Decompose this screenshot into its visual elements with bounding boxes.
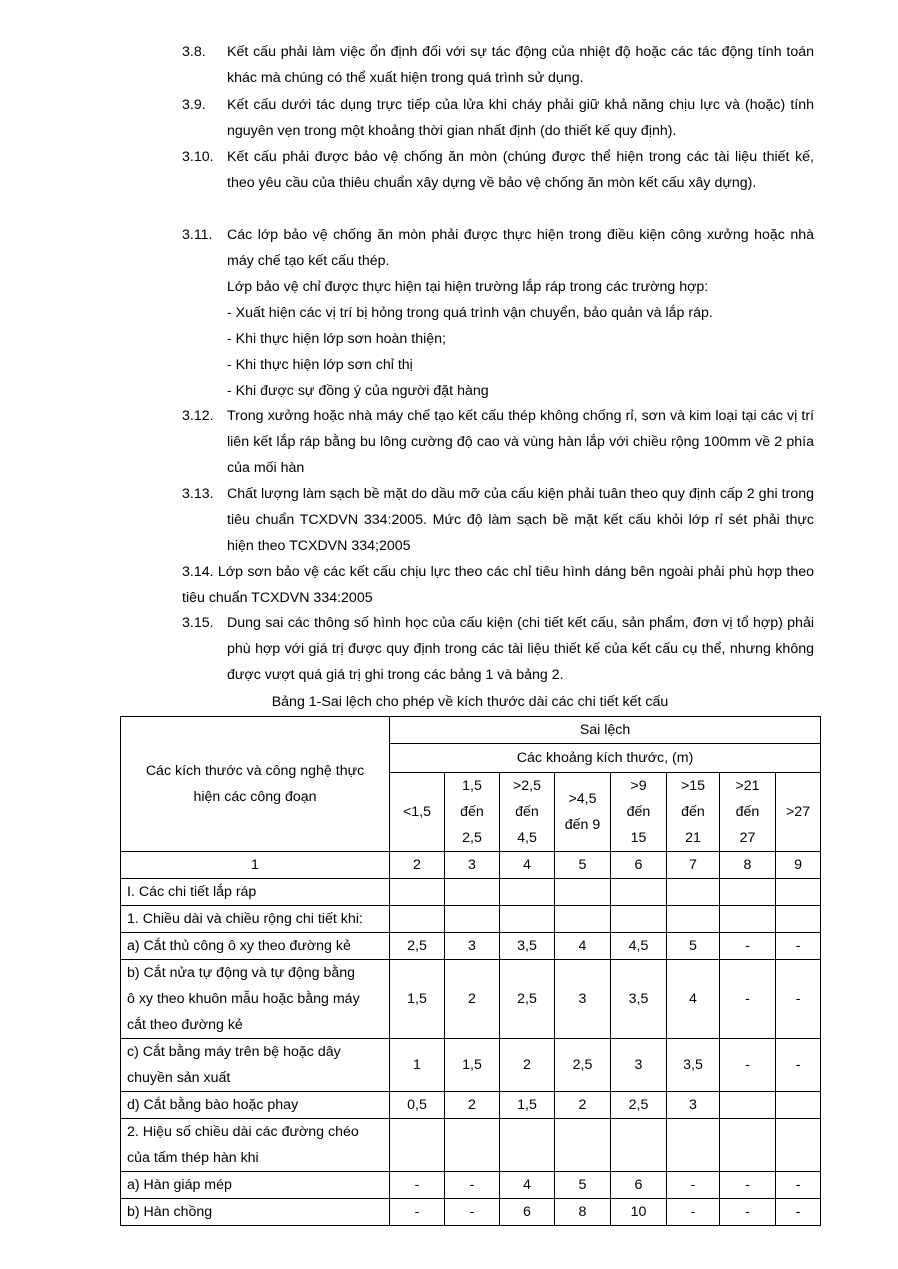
section-paragraph <box>182 559 814 611</box>
header-dimension-label: Các kích thước và công nghệ thực hiện các công đoạn <box>121 717 390 852</box>
table-caption: Bảng 1-Sai lệch cho phép về kích thước dài các chi tiết kết cấu <box>271 694 669 710</box>
header-size-ranges: Các khoảng kích thước, (m) <box>390 744 821 773</box>
section-number: 3.12. <box>182 408 214 424</box>
section-number: 3.8. <box>182 44 206 60</box>
table-cell: 2 <box>500 1039 555 1092</box>
table-cell: - <box>720 1172 776 1199</box>
section-number: 3.13. <box>182 486 214 502</box>
table-cell: - <box>776 933 821 960</box>
table-cell: 4 <box>667 960 720 1039</box>
column-number: 9 <box>776 852 821 879</box>
table-cell <box>667 1119 720 1172</box>
table-cell <box>445 1119 500 1172</box>
section-body <box>227 610 814 688</box>
table-cell: 5 <box>555 1172 611 1199</box>
column-number: 2 <box>390 852 445 879</box>
column-number: 7 <box>667 852 720 879</box>
section-number: 3.15. <box>182 615 214 631</box>
table-cell <box>776 1119 821 1172</box>
table-cell: - <box>667 1172 720 1199</box>
table-cell: 3 <box>445 933 500 960</box>
range-header: >15 đến 21 <box>667 773 720 852</box>
table-cell: - <box>390 1172 445 1199</box>
section-3-10 <box>182 144 814 196</box>
table-row <box>121 1172 821 1199</box>
range-header: >27 <box>776 773 821 852</box>
table-cell <box>555 1119 611 1172</box>
table-cell: 6 <box>611 1172 667 1199</box>
table-cell: 1 <box>390 1039 445 1092</box>
table-cell <box>720 879 776 906</box>
table-cell: - <box>776 960 821 1039</box>
section-body <box>182 559 814 611</box>
table-cell <box>500 906 555 933</box>
column-number: 1 <box>121 852 390 879</box>
section-3-9 <box>182 92 814 144</box>
row-label: b) Hàn chồng <box>121 1199 390 1226</box>
range-header: >9 đến 15 <box>611 773 667 852</box>
table-cell <box>667 906 720 933</box>
section-number: 3.10. <box>182 149 214 165</box>
table-cell: - <box>445 1172 500 1199</box>
table-cell <box>500 879 555 906</box>
table-cell: 2,5 <box>500 960 555 1039</box>
table-cell: 3 <box>667 1092 720 1119</box>
column-number: 8 <box>720 852 776 879</box>
table-cell: 3 <box>611 1039 667 1092</box>
deviation-table <box>120 716 821 1226</box>
row-label: a) Hàn giáp mép <box>121 1172 390 1199</box>
table-cell <box>776 906 821 933</box>
table-cell: - <box>776 1172 821 1199</box>
row-label: a) Cắt thủ công ô xy theo đường kẻ <box>121 933 390 960</box>
range-header: >4,5 đến 9 <box>555 773 611 852</box>
header-row <box>121 717 821 744</box>
table-cell: 5 <box>667 933 720 960</box>
table-cell <box>667 879 720 906</box>
range-header: <1,5 <box>390 773 445 852</box>
section-body <box>227 403 814 481</box>
table-row <box>121 879 821 906</box>
table-cell: - <box>720 1199 776 1226</box>
table-cell <box>390 879 445 906</box>
section-number: 3.9. <box>182 97 206 113</box>
section-paragraph: Lớp bảo vệ chỉ được thực hiện tại hiện trường lắp ráp trong các trường hợp: <box>227 279 709 295</box>
section-paragraph: - Khi thực hiện lớp sơn chỉ thị <box>227 357 413 373</box>
range-header: 1,5 đến 2,5 <box>445 773 500 852</box>
section-number: 3.11. <box>182 227 213 243</box>
section-body <box>227 222 814 404</box>
table-cell: - <box>720 1039 776 1092</box>
row-label: c) Cắt bằng máy trên bệ hoặc dây chuyền sản xuất <box>121 1039 390 1092</box>
section-paragraph: Dung sai các thông số hình học của cấu kiện (chi tiết kết cấu, sản phẩm, đơn vị tổ hợp) phải phù hợp với giá trị được quy định trong các tài liệu thiết kế của kết cấu cụ thể, nhưng không được vượt quá giá trị ghi trong các bảng 1 và bảng 2. <box>227 615 814 683</box>
table-cell <box>776 1092 821 1119</box>
table-cell: 1,5 <box>390 960 445 1039</box>
table-cell: - <box>776 1039 821 1092</box>
column-number: 4 <box>500 852 555 879</box>
table-cell: 6 <box>500 1199 555 1226</box>
section-3-13 <box>182 481 814 559</box>
section-body <box>227 481 814 559</box>
table-cell: 2 <box>445 1092 500 1119</box>
section-3-12 <box>182 403 814 481</box>
table-cell: 3 <box>555 960 611 1039</box>
table-row <box>121 1119 821 1172</box>
table-row <box>121 1092 821 1119</box>
table-cell: 2,5 <box>611 1092 667 1119</box>
range-header: >21 đến 27 <box>720 773 776 852</box>
table-cell <box>445 879 500 906</box>
table-cell: 2,5 <box>555 1039 611 1092</box>
table-cell <box>776 879 821 906</box>
table-cell: 8 <box>555 1199 611 1226</box>
section-3-15 <box>182 610 814 688</box>
table-cell: 4 <box>555 933 611 960</box>
table-cell <box>611 1119 667 1172</box>
column-number: 6 <box>611 852 667 879</box>
table-cell: - <box>776 1199 821 1226</box>
table-row <box>121 1199 821 1226</box>
table-cell: 10 <box>611 1199 667 1226</box>
section-text: Lớp sơn bảo vệ các kết cấu chịu lực theo các chỉ tiêu hình dáng bên ngoài phải phù hợp theo tiêu chuẩn TCXDVN 334:2005 <box>182 564 814 606</box>
section-paragraph: - Khi thực hiện lớp sơn hoàn thiện; <box>227 331 446 347</box>
table-cell: 4 <box>500 1172 555 1199</box>
table-cell <box>390 1119 445 1172</box>
section-3-14 <box>182 559 814 611</box>
section-3-8 <box>182 39 814 91</box>
table-cell: 3,5 <box>667 1039 720 1092</box>
section-paragraph: Kết cấu dưới tác dụng trực tiếp của lửa khi cháy phải giữ khả năng chịu lực và (hoặc) tính nguyên vẹn trong một khoảng thời gian nhất định (do thiết kế quy định). <box>227 97 814 139</box>
table-cell: 2 <box>555 1092 611 1119</box>
row-label: b) Cắt nửa tự động và tự động bằng ô xy theo khuôn mẫu hoặc bằng máy cắt theo đường kẻ <box>121 960 390 1039</box>
section-paragraph: Kết cấu phải được bảo vệ chống ăn mòn (chúng được thể hiện trong các tài liệu thiết kế, theo yêu cầu của thiêu chuẩn xây dựng về bảo vệ chống ăn mòn kết cấu xây dựng). <box>227 149 814 191</box>
column-number: 3 <box>445 852 500 879</box>
row-label: I. Các chi tiết lắp ráp <box>121 879 390 906</box>
table-cell <box>611 879 667 906</box>
section-paragraph: Trong xưởng hoặc nhà máy chế tạo kết cấu thép không chống rỉ, sơn và kim loại tại các vị trí liên kết lắp ráp bằng bu lông cường độ cao và vùng hàn lắp với chiều rộng 100mm về 2 phía của mối hàn <box>227 408 814 476</box>
section-paragraph: - Xuất hiện các vị trí bị hỏng trong quá trình vận chuyển, bảo quản và lắp ráp. <box>227 305 713 321</box>
table-row <box>121 933 821 960</box>
table-cell <box>390 906 445 933</box>
table-cell <box>720 1119 776 1172</box>
table-cell: - <box>720 960 776 1039</box>
range-header: >2,5 đến 4,5 <box>500 773 555 852</box>
table-cell: 3,5 <box>611 960 667 1039</box>
column-number-row <box>121 852 821 879</box>
table-cell: - <box>667 1199 720 1226</box>
table-cell <box>555 879 611 906</box>
section-body <box>227 92 814 144</box>
section-paragraph: - Khi được sự đồng ý của người đặt hàng <box>227 383 489 399</box>
table-cell <box>445 906 500 933</box>
table-cell: 0,5 <box>390 1092 445 1119</box>
table-cell: 1,5 <box>445 1039 500 1092</box>
row-label: 1. Chiều dài và chiều rộng chi tiết khi: <box>121 906 390 933</box>
table-cell <box>555 906 611 933</box>
table-cell <box>611 906 667 933</box>
table-cell <box>720 1092 776 1119</box>
table-cell: - <box>445 1199 500 1226</box>
section-paragraph: Các lớp bảo vệ chống ăn mòn phải được thực hiện trong điều kiện công xưởng hoặc nhà máy chế tạo kết cấu thép. <box>227 227 814 269</box>
table-cell: 1,5 <box>500 1092 555 1119</box>
table-cell: 2,5 <box>390 933 445 960</box>
row-label: d) Cắt bằng bào hoặc phay <box>121 1092 390 1119</box>
row-label: 2. Hiệu số chiều dài các đường chéo của tấm thép hàn khi <box>121 1119 390 1172</box>
table-row <box>121 960 821 1039</box>
header-deviation: Sai lệch <box>390 717 821 744</box>
table-cell: 3,5 <box>500 933 555 960</box>
table-cell: 2 <box>445 960 500 1039</box>
section-3-11 <box>182 222 814 404</box>
section-paragraph: Kết cấu phải làm việc ổn định đối với sự tác động của nhiệt độ hoặc các tác động tính toán khác mà chúng có thể xuất hiện trong quá trình sử dụng. <box>227 44 814 86</box>
column-number: 5 <box>555 852 611 879</box>
table-cell: - <box>720 933 776 960</box>
section-paragraph: Chất lượng làm sạch bề mặt do dầu mỡ của cấu kiện phải tuân theo quy định cấp 2 ghi trong tiêu chuẩn TCXDVN 334:2005. Mức độ làm sạch bề mặt kết cấu khỏi lớp rỉ sét phải thực hiện theo TCXDVN 334;2005 <box>227 486 814 554</box>
section-body <box>227 144 814 196</box>
section-number: 3.14. <box>182 564 214 580</box>
table-row <box>121 1039 821 1092</box>
table-cell <box>720 906 776 933</box>
table-row <box>121 906 821 933</box>
table-cell: - <box>390 1199 445 1226</box>
table-cell: 4,5 <box>611 933 667 960</box>
table-cell <box>500 1119 555 1172</box>
section-body <box>227 39 814 91</box>
